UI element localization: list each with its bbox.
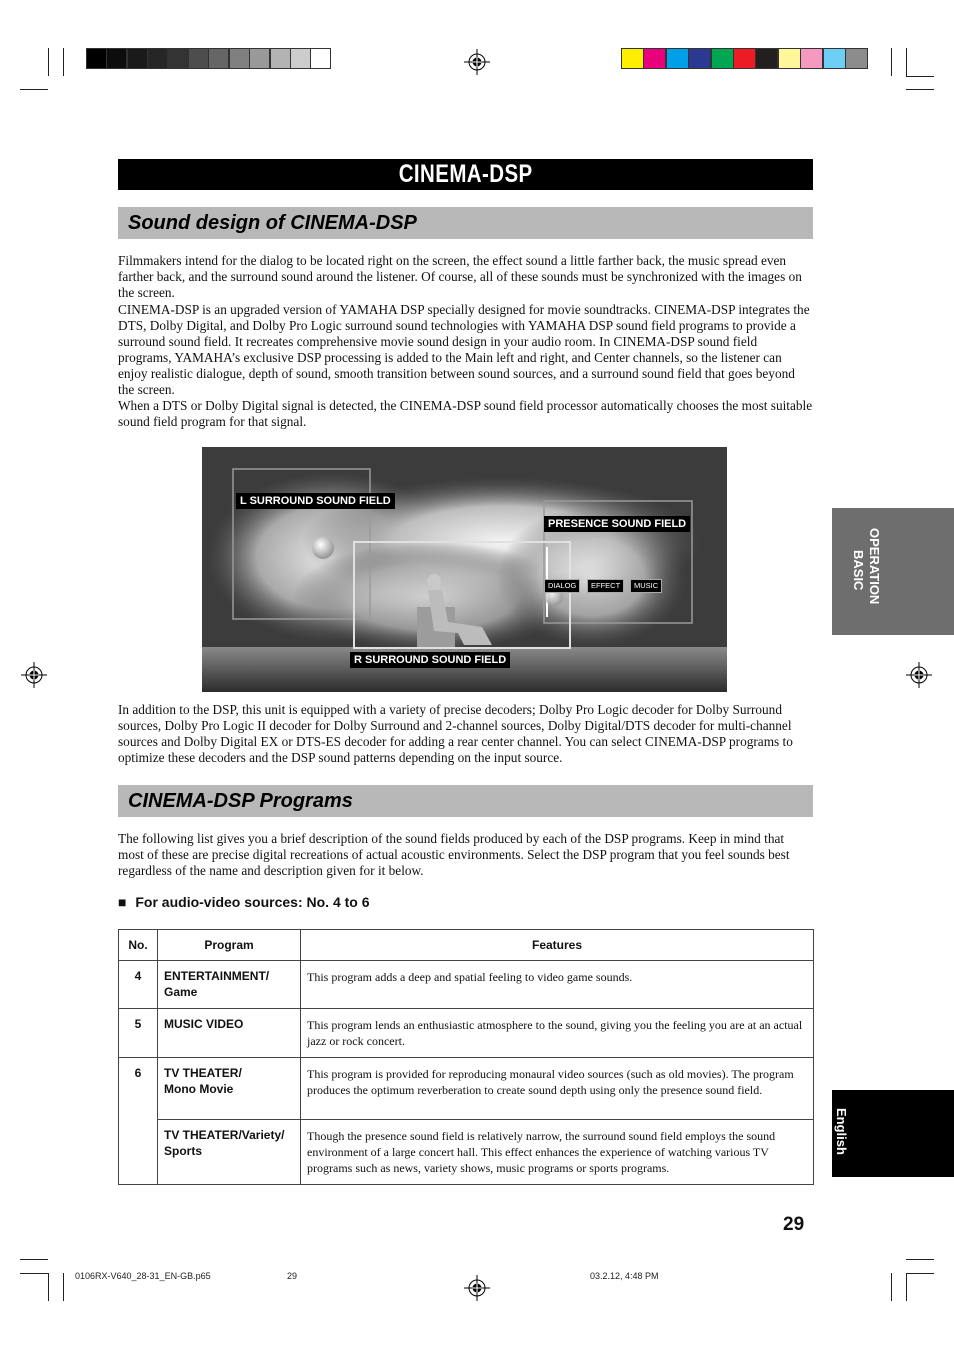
row-program [158, 1120, 301, 1185]
program-name: TV THEATER/Variety/ [164, 1128, 285, 1142]
program-name: MUSIC VIDEO [164, 1017, 244, 1031]
row-features: This program is provided for reproducing monaural video sources (such as old movies). The program produces the optimum reverberation to create sound depth using only the presence sound field. [301, 1058, 814, 1120]
footer-timestamp: 03.2.12, 4:48 PM [590, 1271, 659, 1281]
program-name: ENTERTAINMENT/ [164, 969, 270, 983]
crop-mark [906, 1273, 934, 1274]
row-no: 5 [119, 1009, 158, 1058]
row-no: 4 [119, 961, 158, 1009]
section-heading-programs: CINEMA-DSP Programs [118, 785, 813, 817]
gray-swatch [188, 48, 209, 69]
gray-swatch [168, 48, 189, 69]
side-tab-basic-operation [832, 508, 954, 635]
registration-mark-icon [906, 662, 932, 688]
subheading-audio-video [118, 894, 370, 910]
crop-mark [20, 1259, 48, 1260]
table-row [119, 961, 814, 1009]
row-program [158, 1058, 301, 1120]
crop-mark [20, 1273, 48, 1274]
registration-mark-icon [21, 662, 47, 688]
program-table [118, 929, 814, 1185]
footer-filename: 0106RX-V640_28-31_EN-GB.p65 [75, 1271, 211, 1281]
crop-mark [48, 1273, 49, 1301]
table-header-row [119, 930, 814, 961]
program-name: Mono Movie [164, 1082, 234, 1096]
crop-mark [906, 89, 934, 90]
l-surround-label: L SURROUND SOUND FIELD [236, 493, 395, 509]
gray-swatch [229, 48, 250, 69]
row-features: This program lends an enthusiastic atmosphere to the sound, giving you the feeling you are at an actual jazz or rock concert. [301, 1009, 814, 1058]
crop-mark [48, 48, 49, 76]
color-swatch [711, 48, 734, 69]
gray-swatch [106, 48, 127, 69]
table-row [119, 1058, 814, 1120]
crop-mark [63, 1273, 64, 1301]
subheading-text: For audio-video sources: No. 4 to 6 [135, 894, 370, 910]
paragraph-cinema-dsp: CINEMA-DSP is an upgraded version of YAMAHA DSP specially designed for movie soundtracks. CINEMA-DSP integrates the DTS, Dolby Digital, and Dolby Pro Logic surround sound technologies with YAMAHA DSP sound field programs to provide a surround sound field. It recreates comprehensive movie sound design in your audio room. In CINEMA-DSP sound field programs, YAMAHA’s exclusive DSP processing is added to the Main left and right, and Center channels, so the listener can enjoy realistic dialogue, depth of sound, smooth transition between sound sources, and a surround sound field that goes beyond the screen. [118, 302, 810, 397]
gray-swatch [127, 48, 148, 69]
header-features: Features [301, 930, 814, 961]
gray-swatch [86, 48, 107, 69]
crop-mark [906, 76, 934, 77]
paragraph-decoders: In addition to the DSP, this unit is equipped with a variety of precise decoders; Dolby Pro Logic decoder for Dolby Surround sources, Dolby Pro Logic II decoder for Dolby Surround and 2-channel sources, Dolby Digital/DTS decoder for multi-channel sources and Dolby Digital EX or DTS-ES decoder for adding a rear center channel. You can select CINEMA-DSP programs to optimize these decoders and the DSP sound patterns depending on the input source. [118, 702, 793, 765]
color-swatch [666, 48, 689, 69]
gray-swatch [147, 48, 168, 69]
music-label: MUSIC [630, 579, 662, 593]
gray-swatch [270, 48, 291, 69]
row-no: 6 [119, 1058, 158, 1185]
page-title: CINEMA-DSP [118, 159, 813, 190]
header-no: No. [119, 930, 158, 961]
crop-mark [891, 48, 892, 76]
color-swatch [823, 48, 846, 69]
section-heading-sound-design: Sound design of CINEMA-DSP [118, 207, 813, 239]
color-swatch [643, 48, 666, 69]
crop-mark [906, 48, 907, 76]
paragraph-auto-select: When a DTS or Dolby Digital signal is detected, the CINEMA-DSP sound field processor automatically chooses the most suitable sound field program for that signal. [118, 398, 813, 429]
page-number: 29 [783, 1214, 805, 1235]
color-swatch [778, 48, 801, 69]
side-tab-line2: BASIC [851, 550, 866, 591]
header-program: Program [158, 930, 301, 961]
crop-mark [63, 48, 64, 76]
gray-swatch [290, 48, 311, 69]
side-tab-language: English [834, 1108, 849, 1155]
crop-mark [891, 1273, 892, 1301]
effect-label: EFFECT [587, 579, 624, 593]
presence-label: PRESENCE SOUND FIELD [544, 516, 690, 532]
sound-field-diagram [202, 447, 727, 692]
color-swatch [688, 48, 711, 69]
side-tab-line1: OPERATION [867, 528, 882, 605]
paragraph-intro: Filmmakers intend for the dialog to be located right on the screen, the effect sound a little farther back, the music spread even farther back, and the surround sound around the listener. Of course, all of these sounds must be synchronized with the images on the screen. [118, 253, 802, 300]
side-tab-english [832, 1090, 954, 1177]
dialog-label: DIALOG [544, 579, 580, 593]
color-swatch [621, 48, 644, 69]
crop-mark [906, 1273, 907, 1301]
color-swatch [733, 48, 756, 69]
registration-mark-icon [464, 1275, 490, 1301]
gray-swatch [208, 48, 229, 69]
square-bullet-icon: ■ [118, 894, 127, 910]
table-row [119, 1009, 814, 1058]
row-program [158, 961, 301, 1009]
gray-swatch [310, 48, 331, 69]
color-swatch [845, 48, 868, 69]
program-name: TV THEATER/ [164, 1066, 242, 1080]
table-row [119, 1120, 814, 1185]
row-program [158, 1009, 301, 1058]
color-swatch [755, 48, 778, 69]
paragraph-program-list: The following list gives you a brief description of the sound fields produced by each of the DSP programs. Keep in mind that most of these are precise digital recreations of actual acoustic environments. Select the DSP program that you feel sounds best regardless of the name and description given for it below. [118, 831, 790, 878]
row-features: This program adds a deep and spatial feeling to video game sounds. [301, 961, 814, 1009]
crop-mark [20, 89, 48, 90]
registration-mark-icon [464, 49, 490, 75]
row-features: Though the presence sound field is relatively narrow, the surround sound field employs the sound environment of a large concert hall. This effect enhances the experience of watching various TV programs such as news, variety shows, music programs or sports programs. [301, 1120, 814, 1185]
gray-swatch [249, 48, 270, 69]
color-swatch [800, 48, 823, 69]
crop-mark [906, 1259, 934, 1260]
footer-page: 29 [287, 1271, 298, 1281]
program-name: Sports [164, 1144, 203, 1158]
r-surround-label: R SURROUND SOUND FIELD [350, 652, 510, 668]
program-name: Game [164, 985, 198, 999]
